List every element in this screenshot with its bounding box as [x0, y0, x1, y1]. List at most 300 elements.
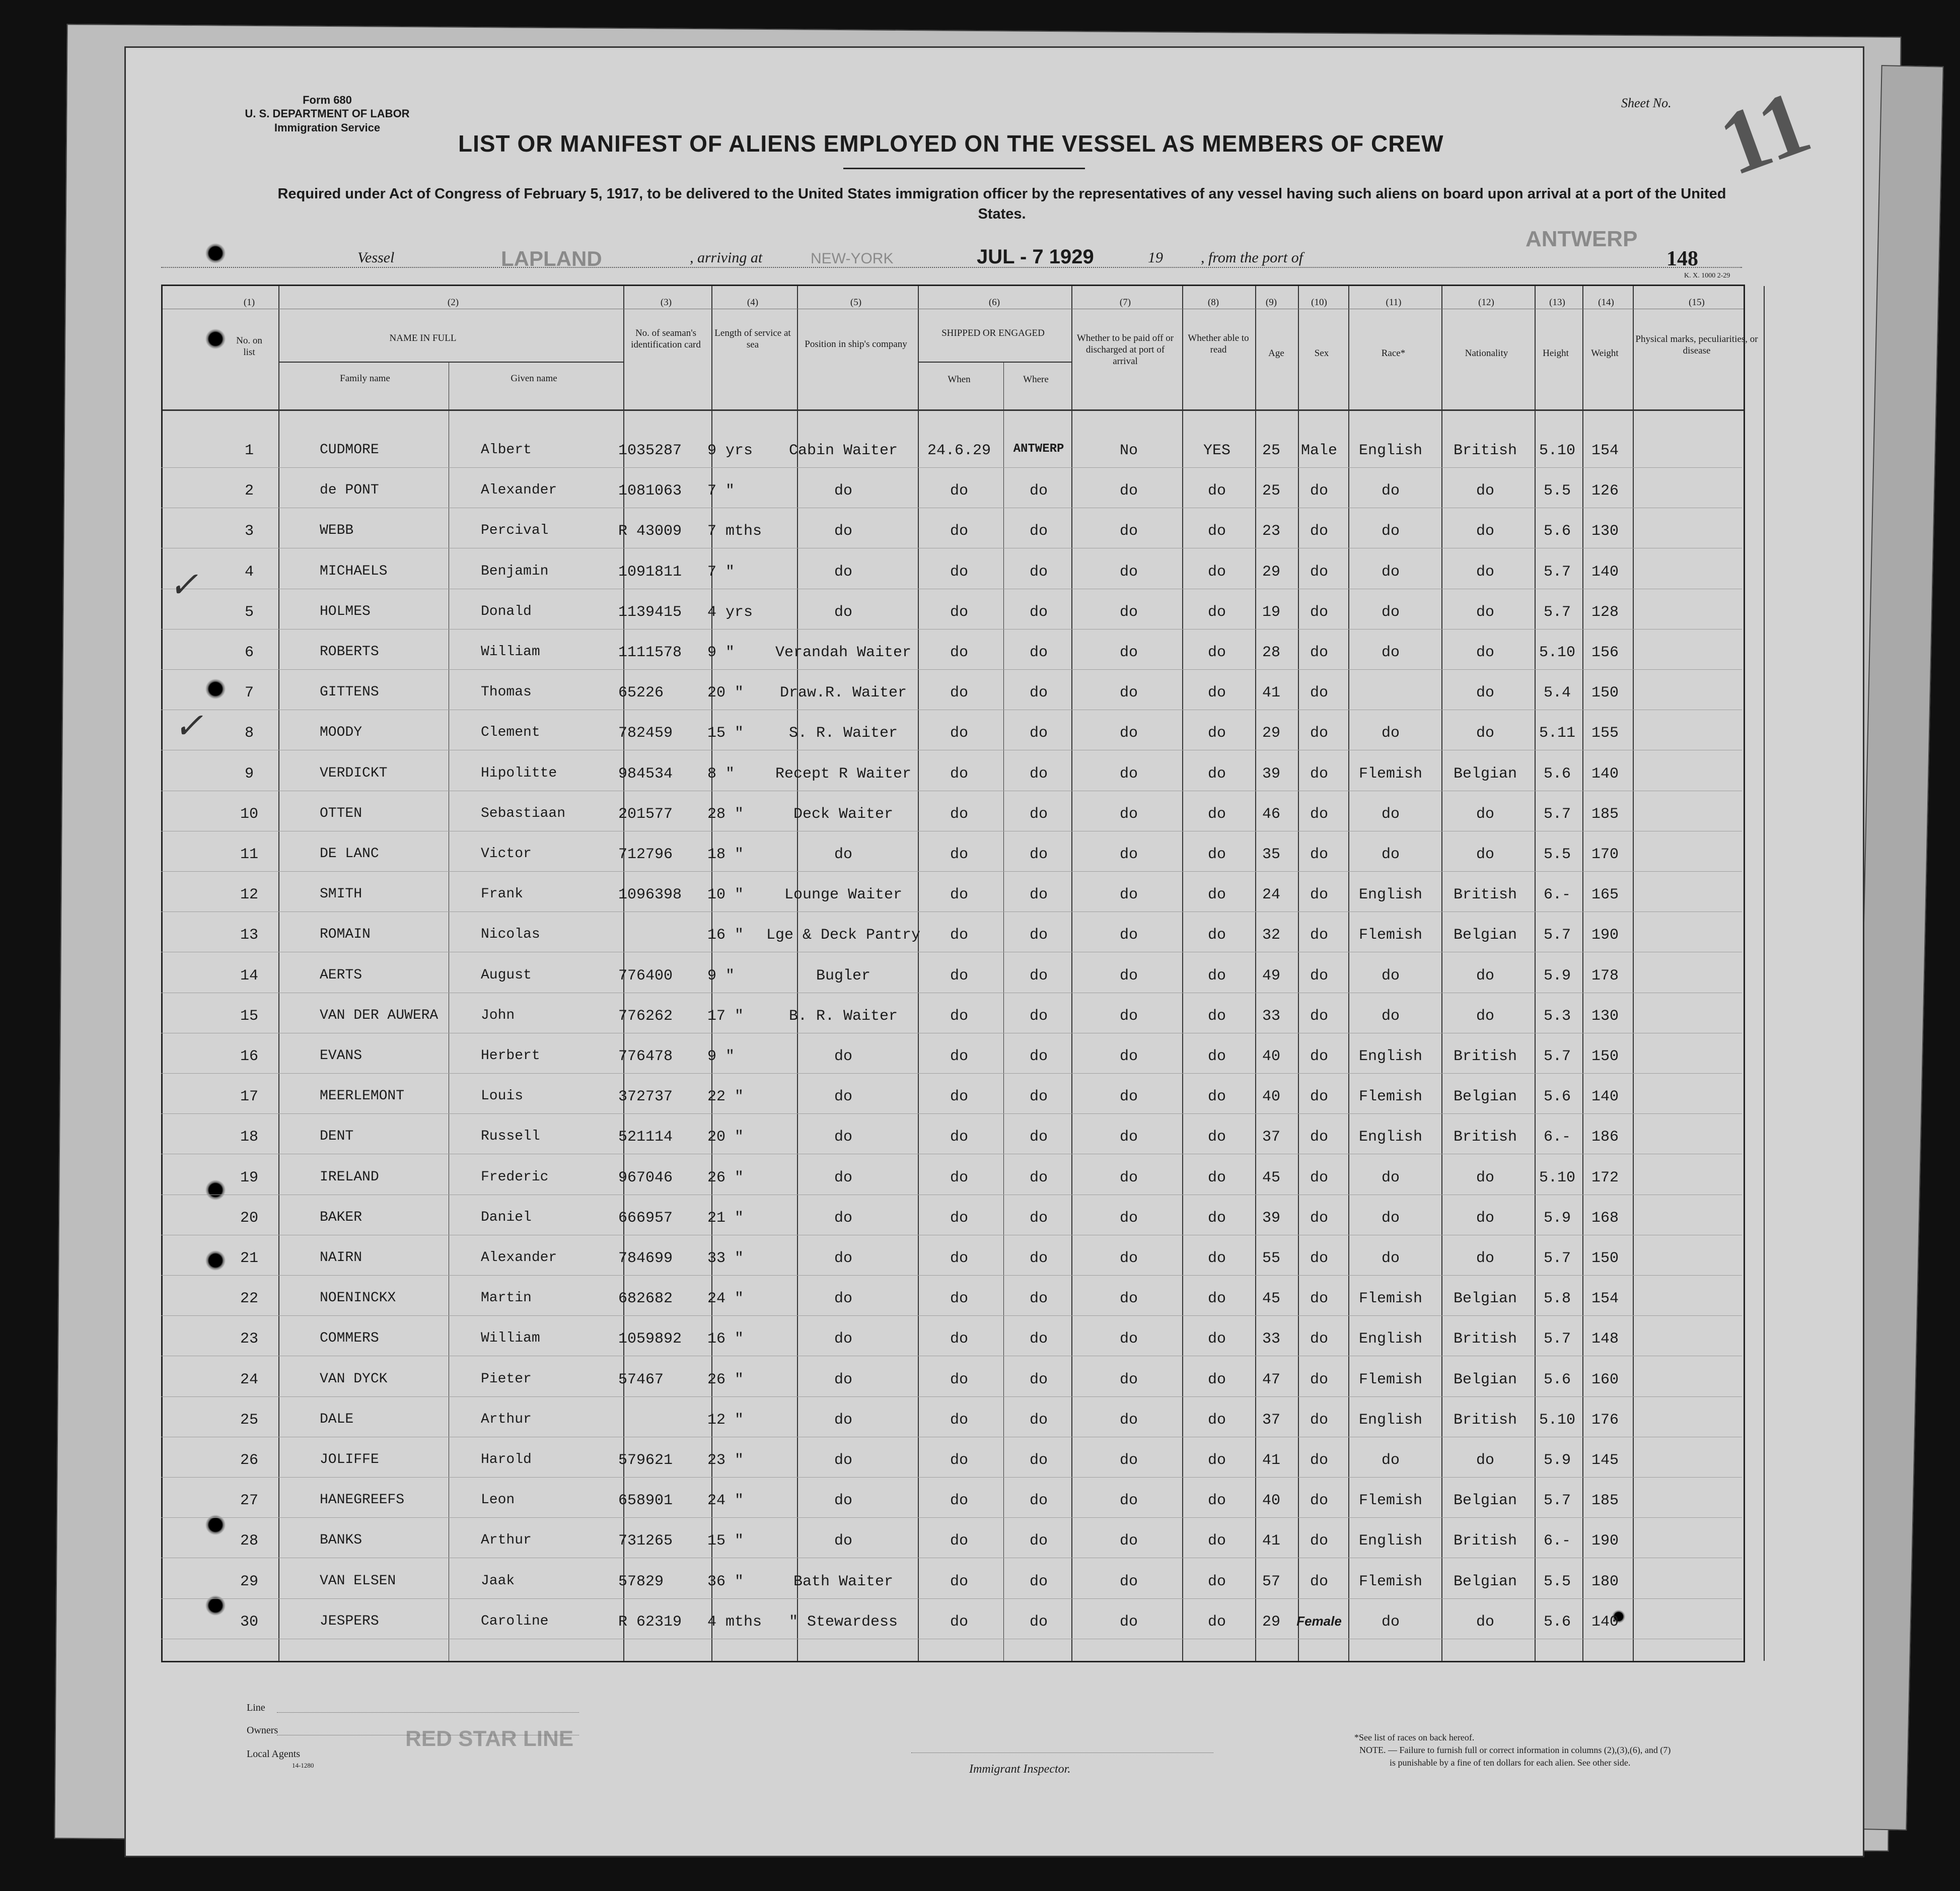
paid-off-at-arrival: do — [1119, 563, 1138, 581]
seaman-card-number: 658901 — [618, 1492, 673, 1510]
nationality: do — [1476, 1613, 1494, 1631]
sex: do — [1310, 644, 1328, 661]
form-number: Form 680 — [303, 94, 352, 106]
length-of-service: 4 mths — [707, 1613, 762, 1631]
engaged-where: do — [1029, 603, 1048, 621]
given-name: Louis — [481, 1088, 524, 1104]
height: 5.11 — [1539, 725, 1575, 742]
able-to-read: do — [1207, 1613, 1226, 1631]
engaged-when: do — [950, 644, 968, 661]
given-name: Donald — [481, 603, 532, 619]
height: 5.6 — [1543, 1613, 1571, 1631]
race: do — [1381, 644, 1400, 661]
race: do — [1381, 603, 1400, 621]
engaged-when: do — [950, 1452, 968, 1469]
engaged-where: do — [1029, 1088, 1048, 1106]
able-to-read: do — [1207, 684, 1226, 702]
family-name: MICHAELS — [320, 563, 388, 579]
row-number: 29 — [240, 1573, 258, 1590]
col-heading-race: Race* — [1381, 348, 1406, 359]
family-name: BAKER — [320, 1209, 362, 1225]
line-label: Line — [247, 1702, 265, 1713]
ship-position: Recept R Waiter — [775, 765, 912, 783]
length-of-service: 7 mths — [707, 523, 762, 540]
row-number: 13 — [240, 927, 258, 944]
age: 33 — [1262, 1330, 1280, 1348]
race: English — [1358, 886, 1423, 904]
paid-off-at-arrival: do — [1119, 1411, 1138, 1429]
column-number: (11) — [1386, 297, 1402, 308]
nationality: do — [1476, 1452, 1494, 1469]
sex: do — [1310, 1007, 1328, 1025]
column-number: (15) — [1689, 297, 1705, 308]
engaged-when: do — [950, 1532, 968, 1550]
family-name: CUDMORE — [320, 442, 379, 458]
row-number: 11 — [240, 846, 258, 863]
race: do — [1381, 482, 1400, 500]
seaman-card-number: 1091811 — [618, 563, 682, 581]
height: 6.- — [1543, 1129, 1571, 1146]
engaged-where: do — [1029, 1290, 1048, 1308]
service-name: Immigration Service — [274, 121, 381, 134]
nationality: British — [1453, 442, 1517, 459]
races-note: *See list of races on back hereof. — [1354, 1732, 1475, 1742]
row-number: 3 — [244, 523, 254, 540]
length-of-service: 22 " — [707, 1088, 744, 1106]
row-number: 9 — [244, 765, 254, 783]
height: 5.9 — [1543, 967, 1571, 985]
ship-position: Deck Waiter — [793, 805, 894, 823]
ship-position: Bath Waiter — [793, 1573, 894, 1590]
seaman-card-number: 579621 — [618, 1452, 673, 1469]
list-number: 148 — [1666, 247, 1698, 270]
column-number: (10) — [1311, 297, 1327, 308]
sex: do — [1310, 725, 1328, 742]
seaman-card-number: 1035287 — [618, 442, 682, 459]
ship-position: do — [834, 846, 852, 863]
race: do — [1381, 1250, 1400, 1267]
nationality: British — [1453, 1330, 1517, 1348]
row-rule — [161, 1598, 1742, 1599]
age: 24 — [1262, 886, 1280, 904]
department-name: U. S. DEPARTMENT OF LABOR — [245, 107, 410, 120]
height: 5.9 — [1543, 1209, 1571, 1227]
binder-hole — [204, 242, 227, 265]
height: 5.7 — [1543, 1048, 1571, 1065]
ship-position: Draw.R. Waiter — [779, 684, 907, 702]
engaged-where: do — [1029, 482, 1048, 500]
length-of-service: 12 " — [707, 1411, 744, 1429]
family-name: DE LANC — [320, 846, 379, 862]
nationality: do — [1476, 523, 1494, 540]
row-rule — [161, 1275, 1742, 1276]
engaged-when: do — [950, 1492, 968, 1510]
given-name: Frank — [481, 886, 524, 902]
ship-position: Lge & Deck Pantry — [766, 927, 921, 944]
given-name: Nicolas — [481, 927, 540, 943]
length-of-service: 15 " — [707, 1532, 744, 1550]
length-of-service: 26 " — [707, 1169, 744, 1186]
weight: 156 — [1591, 644, 1619, 661]
row-number: 5 — [244, 603, 254, 621]
sex: do — [1310, 927, 1328, 944]
row-number: 16 — [240, 1048, 258, 1065]
height: 5.7 — [1543, 603, 1571, 621]
weight: 140 — [1591, 1613, 1619, 1631]
engaged-where: do — [1029, 644, 1048, 661]
weight: 180 — [1591, 1573, 1619, 1590]
owners-label: Owners — [247, 1725, 278, 1736]
race: do — [1381, 563, 1400, 581]
seaman-card-number: R 62319 — [618, 1613, 682, 1631]
age: 25 — [1262, 442, 1280, 459]
seaman-card-number: 776400 — [618, 967, 673, 985]
nationality: Belgian — [1453, 1573, 1517, 1590]
paid-off-at-arrival: do — [1119, 1492, 1138, 1510]
height: 5.6 — [1543, 523, 1571, 540]
engaged-when: do — [950, 1169, 968, 1186]
row-number: 12 — [240, 886, 258, 904]
family-name: VAN DYCK — [320, 1371, 388, 1387]
col-heading-nationality: Nationality — [1465, 348, 1508, 359]
row-rule — [161, 1073, 1742, 1074]
height: 5.5 — [1543, 846, 1571, 863]
length-of-service: 26 " — [707, 1371, 744, 1388]
able-to-read: YES — [1203, 442, 1230, 459]
row-number: 27 — [240, 1492, 258, 1510]
engaged-where: do — [1029, 1492, 1048, 1510]
paid-off-at-arrival: do — [1119, 1371, 1138, 1388]
able-to-read: do — [1207, 1250, 1226, 1267]
paid-off-at-arrival: do — [1119, 1330, 1138, 1348]
row-number: 6 — [244, 644, 254, 661]
seaman-card-number: 1059892 — [618, 1330, 682, 1348]
nationality: do — [1476, 684, 1494, 702]
able-to-read: do — [1207, 1048, 1226, 1065]
paid-off-at-arrival: do — [1119, 1169, 1138, 1186]
age: 29 — [1262, 725, 1280, 742]
sex: do — [1310, 1452, 1328, 1469]
col-heading-weight: Weight — [1591, 348, 1619, 359]
race: English — [1358, 1411, 1423, 1429]
engaged-where: do — [1029, 1250, 1048, 1267]
height: 5.6 — [1543, 1371, 1571, 1388]
ship-position: Lounge Waiter — [784, 886, 903, 904]
able-to-read: do — [1207, 523, 1226, 540]
race: Flemish — [1358, 1371, 1423, 1388]
engaged-when: do — [950, 1209, 968, 1227]
seaman-card-number: 1081063 — [618, 482, 682, 500]
able-to-read: do — [1207, 1330, 1226, 1348]
engaged-where: do — [1029, 523, 1048, 540]
row-number: 1 — [244, 442, 254, 459]
nationality: Belgian — [1453, 1371, 1517, 1388]
engaged-where: do — [1029, 684, 1048, 702]
given-name: Arthur — [481, 1532, 532, 1549]
length-of-service: 20 " — [707, 1129, 744, 1146]
able-to-read: do — [1207, 1290, 1226, 1308]
able-to-read: do — [1207, 603, 1226, 621]
row-number: 22 — [240, 1290, 258, 1308]
family-name: AERTS — [320, 967, 362, 983]
paid-off-at-arrival: do — [1119, 523, 1138, 540]
age: 40 — [1262, 1048, 1280, 1065]
family-name: VAN ELSEN — [320, 1573, 396, 1589]
able-to-read: do — [1207, 1169, 1226, 1186]
age: 46 — [1262, 805, 1280, 823]
from-port-label: , from the port of — [1201, 249, 1303, 266]
nationality: Belgian — [1453, 1290, 1517, 1308]
weight: 128 — [1591, 603, 1619, 621]
height: 5.4 — [1543, 684, 1571, 702]
weight: 155 — [1591, 725, 1619, 742]
ship-position: do — [834, 482, 852, 500]
family-name: VAN DER AUWERA — [320, 1007, 439, 1023]
given-name: Alexander — [481, 1250, 557, 1266]
engaged-when: do — [950, 523, 968, 540]
ship-position: do — [834, 523, 852, 540]
ship-position: do — [834, 1088, 852, 1106]
sex: Female — [1296, 1613, 1342, 1629]
height: 5.7 — [1543, 563, 1571, 581]
engaged-when: do — [950, 1290, 968, 1308]
weight: 186 — [1591, 1129, 1619, 1146]
length-of-service: 33 " — [707, 1250, 744, 1267]
immigrant-inspector-label: Immigrant Inspector. — [969, 1763, 1071, 1776]
row-rule — [161, 1113, 1742, 1114]
paid-off-at-arrival: do — [1119, 927, 1138, 944]
row-number: 21 — [240, 1250, 258, 1267]
given-name: Benjamin — [481, 563, 549, 579]
nationality: do — [1476, 603, 1494, 621]
seaman-card-number: 776478 — [618, 1048, 673, 1065]
row-number: 25 — [240, 1411, 258, 1429]
paid-off-at-arrival: No — [1119, 442, 1138, 459]
given-name: Frederic — [481, 1169, 549, 1185]
length-of-service: 9 " — [707, 644, 735, 661]
ship-position: do — [834, 1411, 852, 1429]
vessel-label: Vessel — [357, 249, 395, 266]
ship-position: S. R. Waiter — [788, 725, 898, 742]
nationality: Belgian — [1453, 1088, 1517, 1106]
row-rule — [161, 871, 1742, 872]
length-of-service: 7 " — [707, 563, 735, 581]
engaged-when: do — [950, 927, 968, 944]
age: 41 — [1262, 1532, 1280, 1550]
row-rule — [161, 1396, 1742, 1397]
given-name: Jaak — [481, 1573, 515, 1589]
length-of-service: 9 " — [707, 967, 735, 985]
paid-off-at-arrival: do — [1119, 1048, 1138, 1065]
able-to-read: do — [1207, 1129, 1226, 1146]
engaged-when: do — [950, 967, 968, 985]
row-number: 30 — [240, 1613, 258, 1631]
given-name: William — [481, 644, 540, 660]
engaged-where: do — [1029, 563, 1048, 581]
height: 5.7 — [1543, 1250, 1571, 1267]
engaged-where: do — [1029, 805, 1048, 823]
seaman-card-number: 201577 — [618, 805, 673, 823]
paid-off-at-arrival: do — [1119, 846, 1138, 863]
engaged-when: 24.6.29 — [927, 442, 991, 459]
engaged-when: do — [950, 1250, 968, 1267]
weight: 140 — [1591, 563, 1619, 581]
race: Flemish — [1358, 1573, 1423, 1590]
row-number: 20 — [240, 1209, 258, 1227]
seaman-card-number: 731265 — [618, 1532, 673, 1550]
weight: 160 — [1591, 1371, 1619, 1388]
nationality: Belgian — [1453, 927, 1517, 944]
col-heading-height: Height — [1543, 348, 1569, 359]
given-name: Leon — [481, 1492, 515, 1508]
column-number: (4) — [747, 297, 759, 308]
sex: do — [1310, 886, 1328, 904]
age: 45 — [1262, 1169, 1280, 1186]
engaged-where: do — [1029, 1209, 1048, 1227]
height: 5.7 — [1543, 927, 1571, 944]
paid-off-at-arrival: do — [1119, 482, 1138, 500]
engaged-when: do — [950, 684, 968, 702]
length-of-service: 28 " — [707, 805, 744, 823]
age: 55 — [1262, 1250, 1280, 1267]
race: do — [1381, 805, 1400, 823]
age: 19 — [1262, 603, 1280, 621]
ship-position: do — [834, 1452, 852, 1469]
family-name: ROBERTS — [320, 644, 379, 660]
column-number: (14) — [1598, 297, 1614, 308]
given-name: Clement — [481, 725, 540, 741]
height: 5.8 — [1543, 1290, 1571, 1308]
family-name: HOLMES — [320, 603, 371, 619]
col-heading-card: No. of seaman's identification card — [631, 328, 701, 350]
line-rule — [277, 1712, 579, 1713]
sex: do — [1310, 846, 1328, 863]
nationality: British — [1453, 1129, 1517, 1146]
paid-off-at-arrival: do — [1119, 644, 1138, 661]
seaman-card-number: 776262 — [618, 1007, 673, 1025]
family-name: JOLIFFE — [320, 1452, 379, 1467]
paid-off-at-arrival: do — [1119, 1209, 1138, 1227]
height: 5.3 — [1543, 1007, 1571, 1025]
length-of-service: 4 yrs — [707, 603, 753, 621]
column-number: (6) — [988, 297, 1000, 308]
fine-note-line-2: is punishable by a fine of ten dollars for each alien. See other side. — [1390, 1758, 1631, 1768]
length-of-service: 16 " — [707, 927, 744, 944]
nationality: Belgian — [1453, 765, 1517, 783]
height: 5.6 — [1543, 765, 1571, 783]
given-name: William — [481, 1330, 540, 1347]
from-port: ANTWERP — [1526, 227, 1638, 251]
able-to-read: do — [1207, 1411, 1226, 1429]
height: 5.10 — [1539, 442, 1575, 459]
sex: do — [1310, 1492, 1328, 1510]
family-name: WEBB — [320, 523, 354, 539]
weight: 172 — [1591, 1169, 1619, 1186]
family-name: OTTEN — [320, 805, 362, 821]
arriving-port: NEW-YORK — [811, 250, 894, 267]
seaman-card-number: 712796 — [618, 846, 673, 863]
seaman-card-number: 1139415 — [618, 603, 682, 621]
height: 5.5 — [1543, 482, 1571, 500]
family-name: NAIRN — [320, 1250, 362, 1266]
weight: 145 — [1591, 1452, 1619, 1469]
seaman-card-number: 65226 — [618, 684, 664, 702]
length-of-service: 24 " — [707, 1492, 744, 1510]
age: 40 — [1262, 1088, 1280, 1106]
length-of-service: 10 " — [707, 886, 744, 904]
engaged-when: do — [950, 1048, 968, 1065]
title-rule — [843, 168, 1085, 169]
given-name: Russell — [481, 1129, 540, 1145]
able-to-read: do — [1207, 1573, 1226, 1590]
height: 6.- — [1543, 1532, 1571, 1550]
row-number: 4 — [244, 563, 254, 581]
seaman-card-number: 372737 — [618, 1088, 673, 1106]
height: 5.6 — [1543, 1088, 1571, 1106]
engaged-where: do — [1029, 1411, 1048, 1429]
year-label: 19 — [1148, 249, 1163, 266]
weight: 130 — [1591, 523, 1619, 540]
race: Flemish — [1358, 1088, 1423, 1106]
family-name: IRELAND — [320, 1169, 379, 1185]
sex: do — [1310, 1371, 1328, 1388]
paid-off-at-arrival: do — [1119, 1532, 1138, 1550]
weight: 148 — [1591, 1330, 1619, 1348]
arrival-date-stamp: JUL - 7 1929 — [977, 246, 1094, 268]
able-to-read: do — [1207, 725, 1226, 742]
ship-position: " Stewardess — [788, 1613, 898, 1631]
weight: 150 — [1591, 1048, 1619, 1065]
given-name: Alexander — [481, 482, 557, 499]
engaged-where: do — [1029, 886, 1048, 904]
engaged-where: do — [1029, 1613, 1048, 1631]
family-name: DALE — [320, 1411, 354, 1427]
family-name: SMITH — [320, 886, 362, 902]
age: 28 — [1262, 644, 1280, 661]
able-to-read: do — [1207, 886, 1226, 904]
col-heading-paid-off: Whether to be paid off or discharged at port of arrival — [1076, 333, 1174, 367]
column-number: (2) — [447, 297, 459, 308]
seaman-card-number: 682682 — [618, 1290, 673, 1308]
weight: 154 — [1591, 1290, 1619, 1308]
weight: 178 — [1591, 967, 1619, 985]
row-number: 24 — [240, 1371, 258, 1388]
weight: 126 — [1591, 482, 1619, 500]
able-to-read: do — [1207, 927, 1226, 944]
engaged-where: do — [1029, 1532, 1048, 1550]
engaged-when: do — [950, 886, 968, 904]
sex: do — [1310, 482, 1328, 500]
engaged-when: do — [950, 1573, 968, 1590]
steamship-line-stamp: RED STAR LINE — [405, 1726, 574, 1751]
engaged-when: do — [950, 1330, 968, 1348]
row-number: 15 — [240, 1007, 258, 1025]
able-to-read: do — [1207, 482, 1226, 500]
nationality: do — [1476, 1209, 1494, 1227]
height: 5.7 — [1543, 805, 1571, 823]
family-name: JESPERS — [320, 1613, 379, 1629]
sex: do — [1310, 684, 1328, 702]
family-name: MEERLEMONT — [320, 1088, 405, 1104]
col-subheading-where: Where — [1023, 374, 1049, 385]
age: 41 — [1262, 1452, 1280, 1469]
nationality: do — [1476, 846, 1494, 863]
paid-off-at-arrival: do — [1119, 805, 1138, 823]
nationality: do — [1476, 805, 1494, 823]
paid-off-at-arrival: do — [1119, 967, 1138, 985]
paid-off-at-arrival: do — [1119, 684, 1138, 702]
column-number: (5) — [850, 297, 862, 308]
